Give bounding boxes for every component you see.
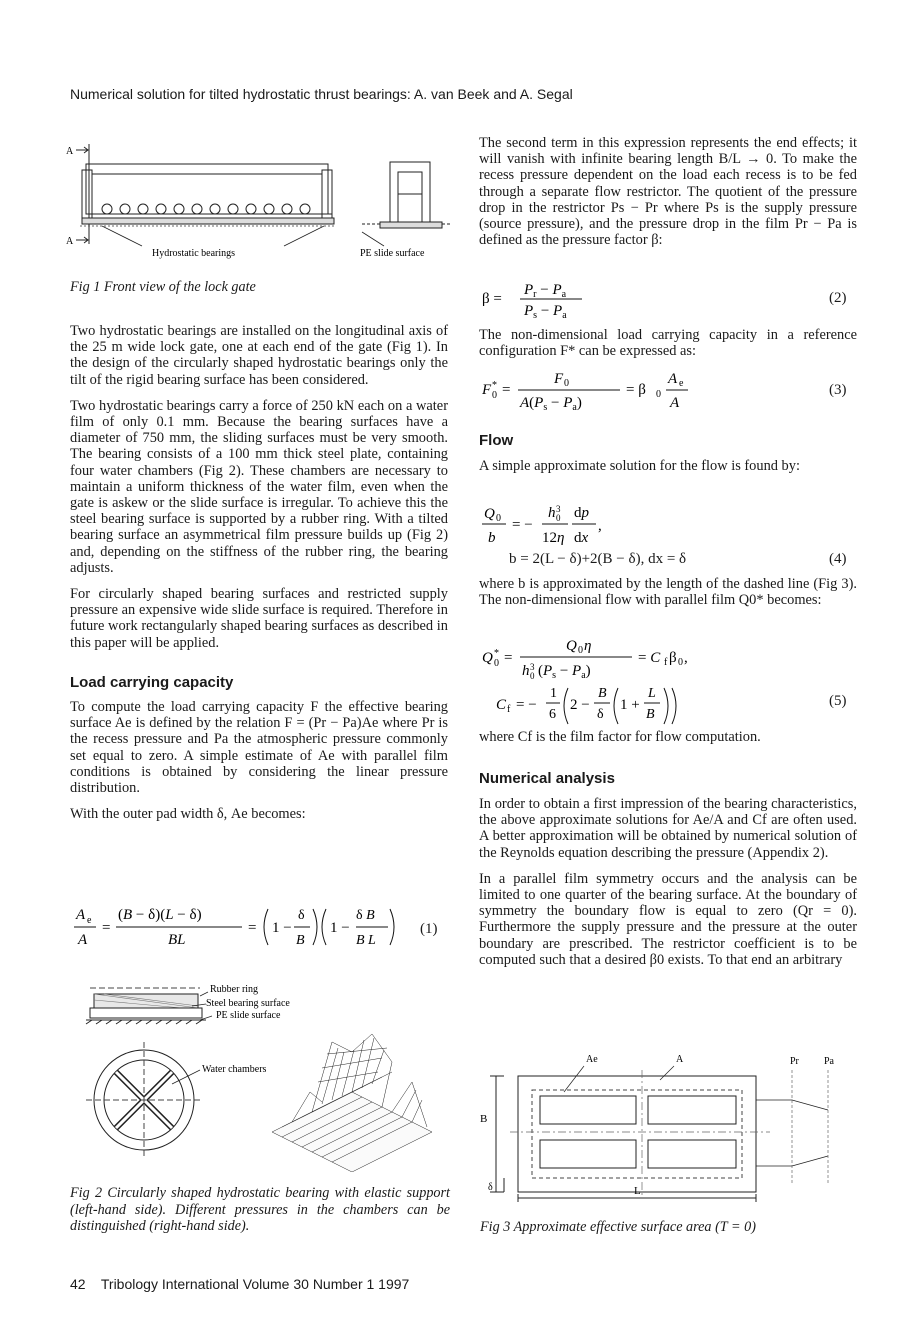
fig3-effective-area-drawing [480,1044,850,1204]
left-para-2: Two hydrostatic bearings carry a force of 250 kN each on a water film of only 0.1 mm. Because the bearing surfaces have a diameter of 750 mm, the sliding surfaces must be very smooth. The bearing consists of a 100 mm thick steel plate, containing four water chambers (Fig 2). These chambers are necessary to maintain a uniform thickness of the water film, even when the gate is askew or the slide surface is irregular. To achieve this the steel bearing surface is supported by a rubber ring. With a tilted bearing surface an asymmetrical film pressure builds up (Fig 2) and, depending on the stiffness of the rubber ring, the bearing adjusts. [70,397,448,576]
svg-text:0: 0 [678,657,683,668]
fig1-label-a-bottom: A [66,236,74,247]
svg-text:b: b [488,530,496,546]
svg-text:= −: = − [512,517,533,533]
svg-text:Q: Q [484,506,495,522]
svg-text:Pr − Pa: $P_r - P_a$ [524,282,567,300]
svg-text:1 −: 1 − [272,920,292,936]
svg-text:= C: = C [638,650,661,666]
svg-text:B: B [296,933,305,948]
svg-text:dp: dp [574,505,589,521]
right-column-para-4: where b is approximated by the length of the dashed line (Fig 3). The non-dimensional flow with parallel film Q0* becomes: [479,576,857,609]
svg-text:dx: dx [574,530,589,546]
svg-text:A: A [668,371,678,387]
fig3-label-pr: Pr [790,1056,799,1067]
fig1-label-hydrostatic: Hydrostatic bearings [152,248,236,259]
fig2-label-steel: Steel bearing surface [206,998,290,1009]
svg-text:Ps − Pa: $P_s - P_a$ [524,303,567,319]
heading-load-carrying-capacity: Load carrying capacity [70,673,234,691]
svg-text:Q: Q [482,650,493,666]
svg-text:A: A [78,932,88,948]
right-para-7: In a parallel film symmetry occurs and the analysis can be limited to one quarter of the bearing surface. At the boundary of symmetry the boundary flow is equal to zero (Qr = 0). Furthermore the supply pressure and the pressure at the outer boundary are prescribed. The restrictor coefficient is to be computed such that a desired β0 exists. To that end an arbitrary [479,870,857,968]
fig1-label-a-top: A [66,146,74,157]
svg-text:δ: δ [298,908,305,923]
equation-3 [482,366,742,412]
svg-text:L: L [648,686,656,701]
svg-text:e: e [679,378,684,389]
svg-text:0: 0 [556,513,561,523]
fig3-label-delta: δ [488,1182,493,1193]
equation-4-number: (4) [829,551,847,567]
left-para-5: With the outer pad width δ, Ae becomes: [70,806,306,823]
fig1-lock-gate-drawing [62,140,452,260]
equation-4 [482,500,702,548]
equation-1 [72,897,372,953]
fig3-label-l: L [634,1185,641,1197]
svg-text:C: C [496,697,507,713]
svg-text:e: e [87,915,92,926]
fig3-label-a: A [676,1054,684,1065]
left-para-3: For circularly shaped bearing surfaces and restricted supply pressure an expensive wide slide surface is required. Therefore in future work rectangularly shaped bearing surfaces as described in this paper will be applied. [70,586,448,651]
svg-text:0: 0 [492,390,497,401]
svg-text:δ: δ [597,707,604,722]
right-column-para-2: The non-dimensional load carrying capacity in a reference configuration F* can be expressed as: [479,327,857,360]
svg-text:3: 3 [556,504,561,514]
heading-numerical-analysis: Numerical analysis [479,770,615,787]
svg-text:=: = [248,920,257,936]
equation-1-tail [356,897,406,953]
svg-text:f: f [507,704,511,715]
svg-text:6: 6 [549,707,556,722]
svg-text:B L: B L [356,933,376,948]
fig3-label-ae: Ae [586,1054,598,1065]
svg-text:Q: Q [566,638,577,654]
running-footer: 42 Tribology International Volume 30 Number 1 1997 [70,1276,410,1292]
svg-text:A: A [670,395,680,411]
svg-text:F: F [554,371,564,387]
svg-text:BL: BL [168,932,186,948]
svg-text:12η: 12η [542,530,565,546]
svg-text:0: 0 [578,645,583,656]
svg-text:h: h [548,505,556,521]
svg-text:,: , [684,650,688,666]
svg-text:δ B: δ B [356,908,375,923]
svg-text:0: 0 [564,378,569,389]
svg-text:h: h [522,663,530,679]
fig2-label-water: Water chambers [202,1064,267,1075]
svg-text:0: 0 [494,658,499,669]
right-para-6: In order to obtain a first impression of the bearing characteristics, the above approximate solutions for Ae/A and Cf are often used. A better approximation will be obtained by numerical solution of the Reynolds equation describing the pressure (Appendix 2). [479,796,857,861]
equation-2-number: (2) [829,290,847,306]
svg-text:=: = [502,382,511,398]
fig2-label-pe: PE slide surface [216,1010,281,1021]
svg-text:(B − δ)(L − δ): (B − δ)(L − δ) [118,907,202,923]
svg-text:1 −: 1 − [330,920,350,936]
svg-text:= β: = β [626,382,646,398]
right-column-para-6-7 [479,796,857,978]
svg-text:=: = [504,650,513,666]
equation-5-number: (5) [829,693,847,709]
equation-5 [482,630,762,726]
equation-2 [482,277,602,319]
svg-text:= −: = − [516,697,537,713]
fig3-label-b: B [480,1113,488,1125]
svg-text:β =: β = [482,291,502,307]
svg-text:f: f [664,657,668,668]
equation-4-line-2: b = 2(L − δ)+2(B − δ), dx = δ [509,551,687,567]
left-column-text [70,323,448,832]
equation-3-number: (3) [829,382,847,398]
svg-text:B: B [646,707,655,722]
right-column-para-3: A simple approximate solution for the flow is found by: [479,458,800,474]
svg-text:β: β [669,650,677,666]
svg-text:η: η [584,638,592,654]
fig3-caption: Fig 3 Approximate effective surface area (T = 0) [480,1219,756,1235]
svg-text:2 −: 2 − [570,697,590,713]
svg-text:0: 0 [530,671,535,681]
heading-flow: Flow [479,432,514,449]
running-header: Numerical solution for tilted hydrostatic thrust bearings: A. van Beek and A. Segal [70,86,573,102]
fig3-label-pa: Pa [824,1056,834,1067]
svg-text:1 +: 1 + [620,697,640,713]
fig2-bearing-drawing [82,982,452,1172]
svg-text:B: B [598,686,607,701]
fig2-label-rubber: Rubber ring [210,984,259,995]
right-column-para-5: where Cf is the film factor for flow computation. [479,729,761,745]
svg-text:A(Ps − Pa): $A(P_s - P_a)$ [520,395,582,412]
svg-text:F: F [482,382,492,398]
svg-text:0: 0 [656,389,661,400]
svg-text:,: , [598,518,602,534]
fig1-label-pe: PE slide surface [360,248,425,259]
equation-1-number: (1) [420,921,438,937]
svg-text:3: 3 [530,662,535,672]
svg-text:A: A [76,907,86,923]
svg-text:0: 0 [496,513,501,524]
svg-text:*: * [492,380,497,391]
left-para-4: To compute the load carrying capacity F the effective bearing surface Ae is defined by the relation F = (Pr − Pa)Ae where Pr is the recess pressure and Pa the atmospheric pressure commonly set equal to zero. A simple estimate of Ae with parallel film conditions is obtained by considering the linear pressure distribution. [70,699,448,797]
fig1-caption: Fig 1 Front view of the lock gate [70,279,256,295]
left-para-1: Two hydrostatic bearings are installed on the longitudinal axis of the 25 m wide lock gate, one at each end of the gate (Fig 1). In the design of the circularly shaped hydrostatic bearings only the tilt of the rigid bearing surface has been considered. [70,323,448,388]
svg-text:*: * [494,648,499,659]
svg-text:(Ps − Pa): $(P_s - P_a)$ [538,663,591,681]
right-column-para-1: The second term in this expression represents the end effects; it will vanish with infinite bearing length B/L → 0. To make the recess pressure dependent on the load each recess is to be fed through a separate flow restrictor. The quotient of the pressure drop in the restrictor Ps − Pr where Ps is the supply pressure (source pressure), and the pressure drop in the film Pr − Pa is defined as the pressure factor β: [479,135,857,249]
svg-text:1: 1 [550,686,557,701]
fig2-caption: Fig 2 Circularly shaped hydrostatic bearing with elastic support (left-hand side). Different pressures in the chambers can be distinguished (right-hand side). [70,1185,450,1234]
svg-text:=: = [102,920,111,936]
